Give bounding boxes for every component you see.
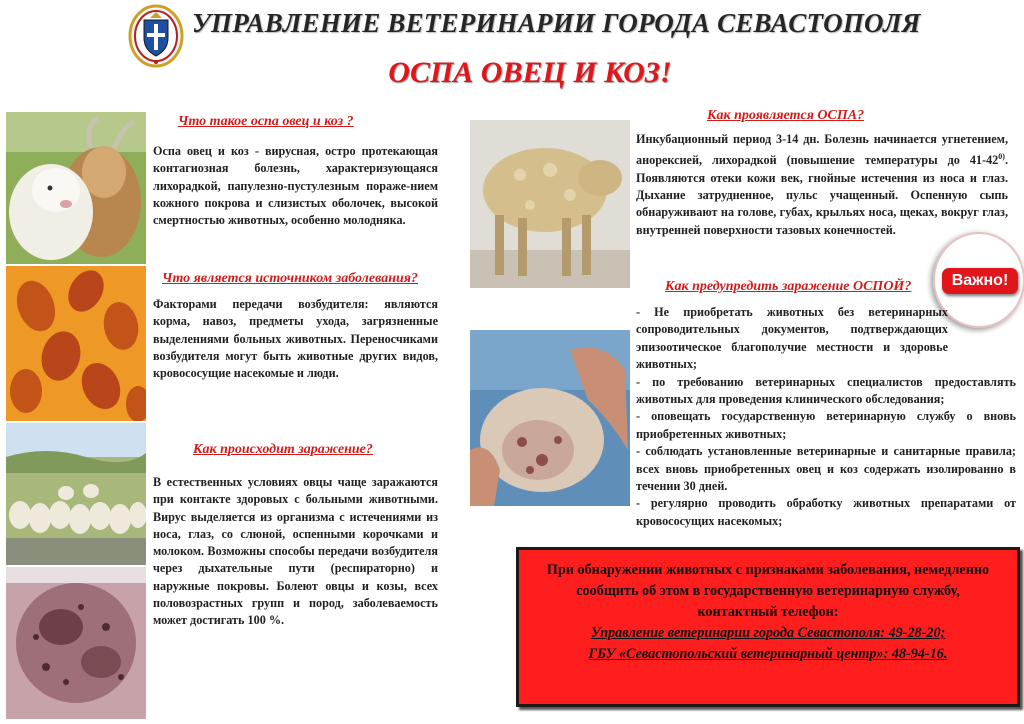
infected-sheep-skin-photo xyxy=(6,567,146,719)
goat-and-sheep-photo xyxy=(6,112,146,264)
important-badge: Важно! xyxy=(942,268,1018,294)
veterinary-emblem-icon xyxy=(128,4,184,68)
list-item: - по требованию ветеринарных специалистов предоставлять животных для проведения клинического обследования; xyxy=(636,374,1016,407)
text-symptoms xyxy=(636,131,1008,239)
alert-line: сообщить об этом в государственную ветеринарную службу, xyxy=(576,583,960,599)
text-symptoms-part-1: Инкубационный период 3-14 дн. Болезнь начинается угнетением, анорексией, лихорадкой (повышение температуры до 41-42 xyxy=(636,132,1008,168)
sick-sheep-photo xyxy=(470,120,630,288)
heading-symptoms: Как проявляется ОСПА? xyxy=(707,108,865,123)
sheep-flock-photo xyxy=(6,423,146,565)
alert-line: При обнаружении животных с признаками заболевания, немедленно xyxy=(546,562,990,578)
list-item: - регулярно проводить обработку животных препаратами от кровососущих насекомых; xyxy=(636,496,1016,528)
virus-microscopy-photo xyxy=(6,266,146,421)
prevention-list xyxy=(636,304,1016,530)
list-item: - Не приобретать животных без ветеринарных сопроводительных документов, подтверждающих эпизоотическое благополучие местности и здоровье животных; xyxy=(636,305,948,372)
text-symptoms-part-2: . Появляются отеки кожи век, гнойные истечения из носа и глаз. Дыхание затрудненное, пульс учащенный. Оспенную сыпь обнаруживают на голове, губах, крыльях носа, щеках, вокруг глаз, внутренней поверхности тазовых конечностей. xyxy=(636,153,1008,237)
text-what-is: Оспа овец и коз - вирусная, остро протекающая контагиозная болезнь, характеризующаяся лихорадкой, папулезно-пустулезным пораже-нием кожного покрова и слизистых оболочек, высокой смертностью животных, особенно молодняка. xyxy=(153,144,438,228)
text-source: Факторами передачи возбудителя: являются корма, навоз, предметы ухода, загрязненные выделениями больных животных. Переносчиками возбудителя могут быть животные других видов, кровососущие насекомые и люди. xyxy=(153,297,438,381)
alert-box xyxy=(516,547,1020,707)
heading-infection: Как происходит заражение? xyxy=(193,442,373,457)
heading-source: Что является источником заболевания? xyxy=(162,271,418,286)
heading-what-is: Что такое оспа овец и коз ? xyxy=(178,114,354,129)
text-infection: В естественных условиях овцы чаще заражаются при контакте здоровых с больными животными. Вирус выделяется из организма с истечениями из носа, глаз, со слюной, оспенными корочками и молоком. Возможны способы передачи возбудителя через дыхательные пути (респираторно) и наружные покровы. Болеют овцы и козы, всех половозрастных групп и пород, заболеваемость может достигать 100 %. xyxy=(153,475,438,628)
sheep-head-in-hands-photo xyxy=(470,330,630,506)
organization-title: УПРАВЛЕНИЕ ВЕТЕРИНАРИИ ГОРОДА СЕВАСТОПОЛЯ xyxy=(192,8,921,38)
text-symptoms-sup: 0) xyxy=(998,152,1005,162)
page-title: ОСПА ОВЕЦ И КОЗ! xyxy=(388,56,672,89)
contact-vet-department: Управление ветеринарии города Севастополя: 49-28-20; xyxy=(590,625,946,641)
list-item: - оповещать государственную ветеринарную службу о вновь приобретенных животных; xyxy=(636,409,1016,441)
contact-vet-center: ГБУ «Севастопольский ветеринарный центр»: 48-94-16. xyxy=(588,646,948,662)
alert-line: контактный телефон: xyxy=(697,604,839,620)
heading-prevention: Как предупредить заражение ОСПОЙ? xyxy=(665,279,912,294)
list-item: - соблюдать установленные ветеринарные и санитарные правила; всех вновь приобретенных овец и коз содержать изолированно в течении 30 дней. xyxy=(636,444,1016,494)
